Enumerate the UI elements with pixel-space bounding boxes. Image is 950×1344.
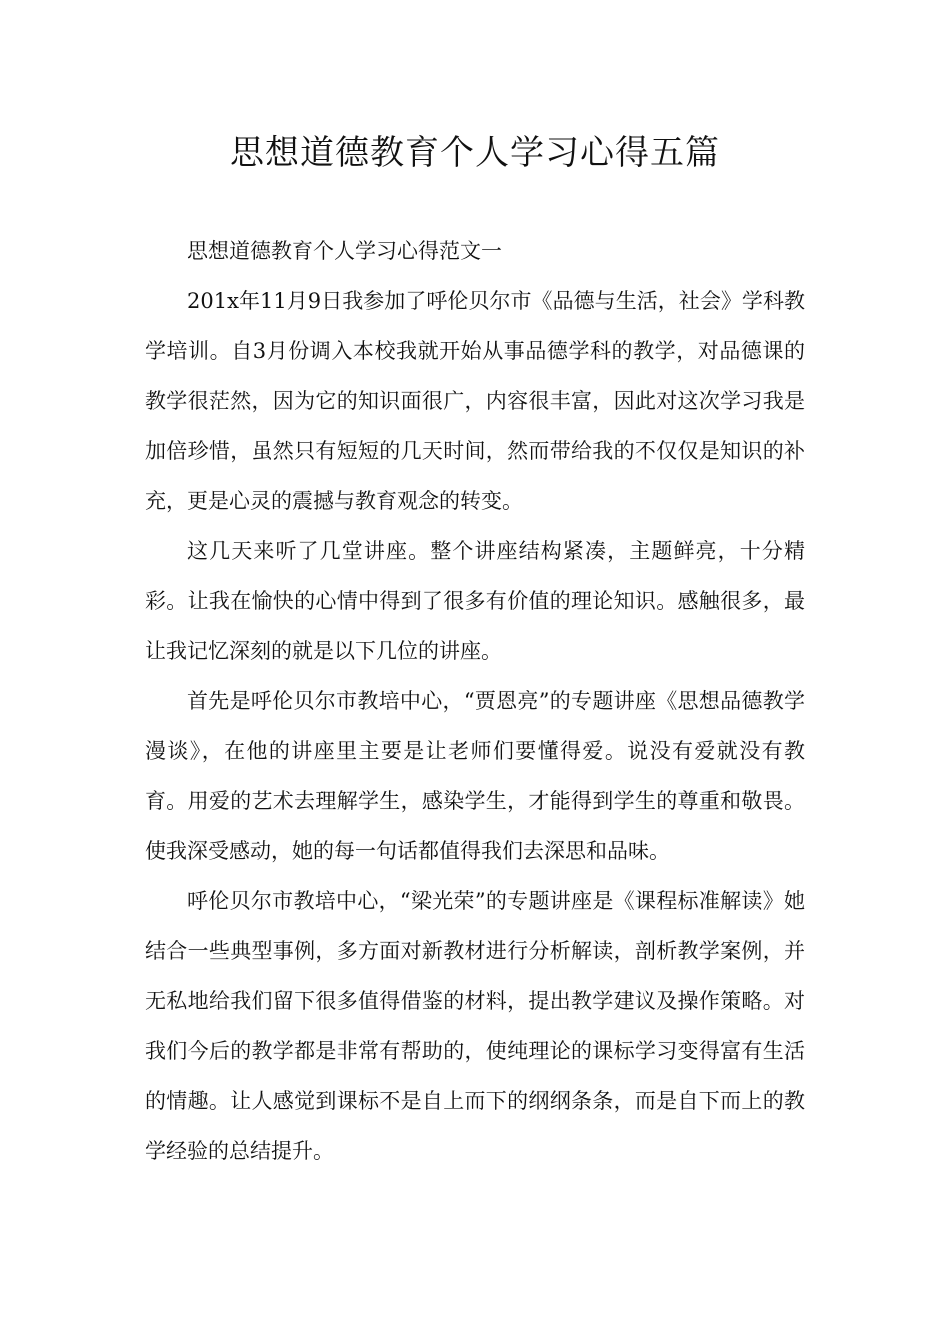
paragraph-4: 呼伦贝尔市教培中心，“梁光荣”的专题讲座是《课程标准解读》她结合一些典型事例，多方面对新教材进行分析解读，剖析教学案例，并无私地给我们留下很多值得借鉴的材料，提出教学建议及操作策略。对我们今后的教学都是非常有帮助的，使纯理论的课标学习变得富有生活的情趣。让人感觉到课标不是自上而下的纲纲条条，而是自下而上的教学经验的总结提升。 xyxy=(145,889,805,1163)
paragraph-2: 这几天来听了几堂讲座。整个讲座结构紧凑，主题鲜亮，十分精彩。让我在愉快的心情中得到了很多有价值的理论知识。感触很多，最让我记忆深刻的就是以下几位的讲座。 xyxy=(145,539,805,663)
document-body xyxy=(145,226,805,1176)
paragraph-3: 首先是呼伦贝尔市教培中心，“贾恩亮”的专题讲座《思想品德教学漫谈》，在他的讲座里主要是让老师们要懂得爱。说没有爱就没有教育。用爱的艺术去理解学生，感染学生，才能得到学生的尊重和敬畏。使我深受感动，她的每一句话都值得我们去深思和品味。 xyxy=(145,689,805,863)
section-heading: 思想道德教育个人学习心得范文一 xyxy=(187,239,502,263)
paragraph-1: 201x年11月9日我参加了呼伦贝尔市《品德与生活，社会》学科教学培训。自3月份调入本校我就开始从事品德学科的教学，对品德课的教学很茫然，因为它的知识面很广，内容很丰富，因此对这次学习我是加倍珍惜，虽然只有短短的几天时间，然而带给我的不仅仅是知识的补充，更是心灵的震撼与教育观念的转变。 xyxy=(145,289,805,513)
document-title: 思想道德教育个人学习心得五篇 xyxy=(230,133,720,173)
